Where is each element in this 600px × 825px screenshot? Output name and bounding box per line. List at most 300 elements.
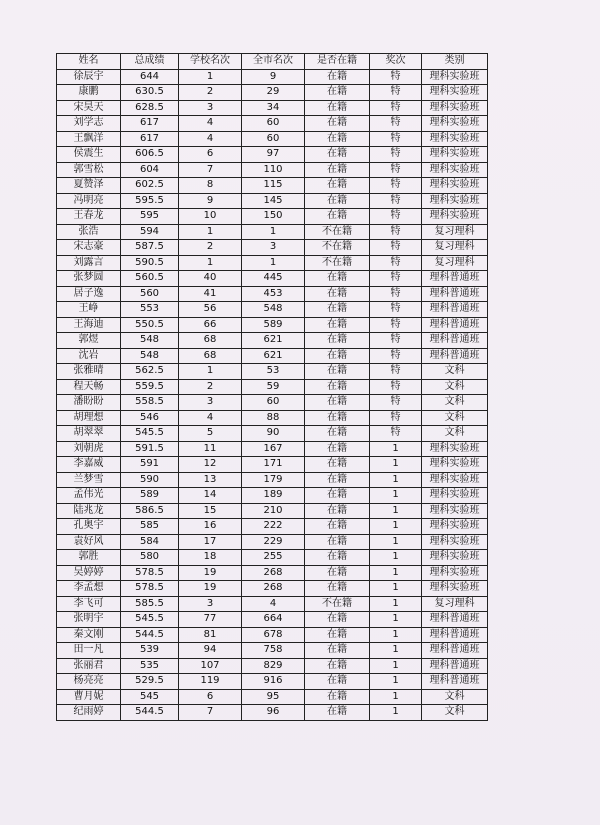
cell-category: 理科普通班 [422, 333, 488, 349]
cell-city-rank: 115 [242, 178, 305, 194]
cell-name: 张梦圆 [57, 271, 121, 287]
cell-total-score: 544.5 [121, 705, 179, 721]
table-row [57, 426, 488, 442]
cell-city-rank: 110 [242, 162, 305, 178]
cell-enrolled: 在籍 [305, 410, 370, 426]
table-row [57, 209, 488, 225]
table-row [57, 317, 488, 333]
cell-category: 理科普通班 [422, 271, 488, 287]
cell-city-rank: 1 [242, 224, 305, 240]
cell-category: 理科实验班 [422, 441, 488, 457]
cell-school-rank: 3 [179, 100, 242, 116]
cell-enrolled: 在籍 [305, 550, 370, 566]
cell-enrolled: 在籍 [305, 441, 370, 457]
cell-name: 徐辰宇 [57, 69, 121, 85]
table-row [57, 116, 488, 132]
cell-total-score: 545.5 [121, 426, 179, 442]
table-row [57, 503, 488, 519]
cell-total-score: 590.5 [121, 255, 179, 271]
cell-award: 1 [370, 441, 422, 457]
cell-total-score: 544.5 [121, 627, 179, 643]
cell-school-rank: 6 [179, 147, 242, 163]
cell-award: 特 [370, 317, 422, 333]
cell-name: 潘盼盼 [57, 395, 121, 411]
cell-city-rank: 210 [242, 503, 305, 519]
cell-name: 吴婷婷 [57, 565, 121, 581]
cell-category: 理科实验班 [422, 100, 488, 116]
cell-category: 理科实验班 [422, 193, 488, 209]
cell-category: 理科实验班 [422, 162, 488, 178]
cell-name: 康鹏 [57, 85, 121, 101]
cell-school-rank: 16 [179, 519, 242, 535]
cell-total-score: 628.5 [121, 100, 179, 116]
cell-category: 理科普通班 [422, 302, 488, 318]
cell-name: 李孟想 [57, 581, 121, 597]
cell-total-score: 580 [121, 550, 179, 566]
cell-name: 李飞可 [57, 596, 121, 612]
cell-category: 复习理科 [422, 240, 488, 256]
table-row [57, 286, 488, 302]
table-row [57, 550, 488, 566]
table-body [57, 69, 488, 720]
cell-name: 张浩 [57, 224, 121, 240]
cell-total-score: 630.5 [121, 85, 179, 101]
cell-category: 理科普通班 [422, 348, 488, 364]
cell-category: 理科实验班 [422, 519, 488, 535]
cell-school-rank: 68 [179, 333, 242, 349]
table-row [57, 689, 488, 705]
cell-enrolled: 在籍 [305, 534, 370, 550]
cell-city-rank: 678 [242, 627, 305, 643]
table-row [57, 224, 488, 240]
cell-total-score: 550.5 [121, 317, 179, 333]
cell-enrolled: 在籍 [305, 162, 370, 178]
cell-category: 文科 [422, 705, 488, 721]
cell-category: 理科实验班 [422, 131, 488, 147]
cell-award: 1 [370, 472, 422, 488]
cell-school-rank: 18 [179, 550, 242, 566]
cell-category: 理科实验班 [422, 534, 488, 550]
cell-award: 1 [370, 705, 422, 721]
cell-name: 田一凡 [57, 643, 121, 659]
cell-category: 文科 [422, 395, 488, 411]
cell-category: 理科实验班 [422, 457, 488, 473]
table-row [57, 674, 488, 690]
cell-total-score: 558.5 [121, 395, 179, 411]
cell-category: 文科 [422, 410, 488, 426]
cell-school-rank: 7 [179, 705, 242, 721]
cell-award: 特 [370, 193, 422, 209]
cell-name: 刘朝虎 [57, 441, 121, 457]
cell-city-rank: 59 [242, 379, 305, 395]
cell-city-rank: 621 [242, 348, 305, 364]
cell-school-rank: 1 [179, 224, 242, 240]
table-row [57, 565, 488, 581]
cell-enrolled: 在籍 [305, 658, 370, 674]
cell-city-rank: 189 [242, 488, 305, 504]
cell-school-rank: 2 [179, 379, 242, 395]
cell-award: 特 [370, 410, 422, 426]
cell-school-rank: 2 [179, 240, 242, 256]
cell-city-rank: 916 [242, 674, 305, 690]
cell-city-rank: 3 [242, 240, 305, 256]
cell-category: 理科实验班 [422, 503, 488, 519]
cell-name: 王春龙 [57, 209, 121, 225]
cell-enrolled: 不在籍 [305, 240, 370, 256]
table-row [57, 488, 488, 504]
cell-category: 理科实验班 [422, 147, 488, 163]
cell-total-score: 585.5 [121, 596, 179, 612]
grades-table [56, 53, 488, 721]
cell-total-score: 584 [121, 534, 179, 550]
table-row [57, 705, 488, 721]
cell-name: 冯明亮 [57, 193, 121, 209]
cell-name: 曹月妮 [57, 689, 121, 705]
table-row [57, 581, 488, 597]
cell-school-rank: 77 [179, 612, 242, 628]
table-row [57, 255, 488, 271]
cell-school-rank: 1 [179, 364, 242, 380]
table-row [57, 240, 488, 256]
cell-category: 理科实验班 [422, 565, 488, 581]
cell-category: 文科 [422, 689, 488, 705]
table-row [57, 612, 488, 628]
cell-category: 文科 [422, 426, 488, 442]
cell-enrolled: 在籍 [305, 457, 370, 473]
cell-school-rank: 3 [179, 395, 242, 411]
cell-total-score: 553 [121, 302, 179, 318]
cell-name: 孔奥宇 [57, 519, 121, 535]
cell-name: 郭雪松 [57, 162, 121, 178]
cell-total-score: 562.5 [121, 364, 179, 380]
cell-category: 理科普通班 [422, 627, 488, 643]
cell-total-score: 587.5 [121, 240, 179, 256]
cell-award: 1 [370, 674, 422, 690]
cell-school-rank: 2 [179, 85, 242, 101]
table-row [57, 302, 488, 318]
cell-name: 张雅晴 [57, 364, 121, 380]
cell-award: 特 [370, 333, 422, 349]
cell-school-rank: 1 [179, 255, 242, 271]
cell-name: 王海迪 [57, 317, 121, 333]
cell-award: 特 [370, 162, 422, 178]
cell-name: 宋志豪 [57, 240, 121, 256]
cell-award: 特 [370, 116, 422, 132]
cell-school-rank: 107 [179, 658, 242, 674]
cell-name: 王峥 [57, 302, 121, 318]
cell-enrolled: 在籍 [305, 627, 370, 643]
cell-award: 特 [370, 395, 422, 411]
cell-award: 特 [370, 271, 422, 287]
cell-enrolled: 在籍 [305, 519, 370, 535]
cell-award: 1 [370, 457, 422, 473]
table-row [57, 379, 488, 395]
cell-total-score: 548 [121, 348, 179, 364]
cell-name: 袁好风 [57, 534, 121, 550]
cell-total-score: 546 [121, 410, 179, 426]
table-row [57, 348, 488, 364]
table-row [57, 643, 488, 659]
cell-category: 理科普通班 [422, 674, 488, 690]
cell-enrolled: 在籍 [305, 348, 370, 364]
cell-enrolled: 在籍 [305, 674, 370, 690]
table-row [57, 519, 488, 535]
cell-city-rank: 171 [242, 457, 305, 473]
cell-city-rank: 1 [242, 255, 305, 271]
cell-enrolled: 在籍 [305, 85, 370, 101]
cell-enrolled: 在籍 [305, 147, 370, 163]
cell-name: 孟伟光 [57, 488, 121, 504]
cell-city-rank: 445 [242, 271, 305, 287]
cell-name: 王飘洋 [57, 131, 121, 147]
cell-name: 张明宇 [57, 612, 121, 628]
cell-school-rank: 13 [179, 472, 242, 488]
cell-enrolled: 在籍 [305, 286, 370, 302]
table-row [57, 131, 488, 147]
cell-city-rank: 95 [242, 689, 305, 705]
cell-city-rank: 90 [242, 426, 305, 442]
header-category: 类别 [422, 54, 488, 70]
cell-award: 特 [370, 69, 422, 85]
cell-name: 程天畅 [57, 379, 121, 395]
cell-city-rank: 60 [242, 116, 305, 132]
cell-school-rank: 40 [179, 271, 242, 287]
cell-enrolled: 在籍 [305, 100, 370, 116]
cell-award: 1 [370, 643, 422, 659]
cell-city-rank: 758 [242, 643, 305, 659]
cell-total-score: 586.5 [121, 503, 179, 519]
header-enrolled: 是否在籍 [305, 54, 370, 70]
cell-total-score: 578.5 [121, 581, 179, 597]
table-row [57, 69, 488, 85]
cell-enrolled: 在籍 [305, 472, 370, 488]
cell-city-rank: 255 [242, 550, 305, 566]
cell-school-rank: 1 [179, 69, 242, 85]
cell-total-score: 529.5 [121, 674, 179, 690]
cell-name: 兰梦雪 [57, 472, 121, 488]
header-award: 奖次 [370, 54, 422, 70]
cell-award: 特 [370, 286, 422, 302]
cell-award: 1 [370, 550, 422, 566]
cell-award: 1 [370, 689, 422, 705]
cell-city-rank: 179 [242, 472, 305, 488]
header-name: 姓名 [57, 54, 121, 70]
cell-school-rank: 8 [179, 178, 242, 194]
cell-enrolled: 在籍 [305, 131, 370, 147]
cell-city-rank: 4 [242, 596, 305, 612]
cell-enrolled: 在籍 [305, 689, 370, 705]
cell-category: 理科实验班 [422, 116, 488, 132]
cell-award: 特 [370, 302, 422, 318]
cell-enrolled: 在籍 [305, 379, 370, 395]
header-city-rank: 全市名次 [242, 54, 305, 70]
cell-total-score: 535 [121, 658, 179, 674]
cell-total-score: 578.5 [121, 565, 179, 581]
cell-school-rank: 19 [179, 565, 242, 581]
cell-school-rank: 7 [179, 162, 242, 178]
cell-award: 特 [370, 348, 422, 364]
cell-award: 1 [370, 534, 422, 550]
cell-enrolled: 在籍 [305, 116, 370, 132]
cell-enrolled: 在籍 [305, 333, 370, 349]
cell-name: 陆兆龙 [57, 503, 121, 519]
cell-name: 沈岩 [57, 348, 121, 364]
cell-award: 特 [370, 131, 422, 147]
cell-enrolled: 在籍 [305, 271, 370, 287]
cell-award: 特 [370, 147, 422, 163]
cell-school-rank: 6 [179, 689, 242, 705]
cell-enrolled: 不在籍 [305, 596, 370, 612]
cell-total-score: 617 [121, 116, 179, 132]
cell-total-score: 539 [121, 643, 179, 659]
table-header-row [57, 54, 488, 70]
cell-name: 宋昊天 [57, 100, 121, 116]
cell-school-rank: 11 [179, 441, 242, 457]
cell-school-rank: 94 [179, 643, 242, 659]
cell-school-rank: 17 [179, 534, 242, 550]
table-row [57, 333, 488, 349]
cell-enrolled: 在籍 [305, 426, 370, 442]
cell-city-rank: 268 [242, 581, 305, 597]
cell-name: 侯震生 [57, 147, 121, 163]
table-row [57, 147, 488, 163]
cell-city-rank: 88 [242, 410, 305, 426]
cell-school-rank: 10 [179, 209, 242, 225]
cell-enrolled: 在籍 [305, 193, 370, 209]
cell-enrolled: 在籍 [305, 488, 370, 504]
cell-total-score: 602.5 [121, 178, 179, 194]
cell-total-score: 591.5 [121, 441, 179, 457]
cell-city-rank: 548 [242, 302, 305, 318]
cell-enrolled: 在籍 [305, 302, 370, 318]
cell-city-rank: 222 [242, 519, 305, 535]
cell-category: 理科实验班 [422, 488, 488, 504]
header-school-rank: 学校名次 [179, 54, 242, 70]
cell-category: 复习理科 [422, 596, 488, 612]
cell-school-rank: 4 [179, 131, 242, 147]
cell-award: 1 [370, 503, 422, 519]
cell-city-rank: 96 [242, 705, 305, 721]
table-row [57, 441, 488, 457]
cell-category: 理科普通班 [422, 317, 488, 333]
cell-category: 文科 [422, 379, 488, 395]
cell-school-rank: 15 [179, 503, 242, 519]
cell-school-rank: 119 [179, 674, 242, 690]
cell-city-rank: 453 [242, 286, 305, 302]
table-row [57, 534, 488, 550]
cell-category: 理科实验班 [422, 178, 488, 194]
table-row [57, 85, 488, 101]
cell-school-rank: 12 [179, 457, 242, 473]
cell-enrolled: 在籍 [305, 503, 370, 519]
cell-award: 特 [370, 209, 422, 225]
table-row [57, 457, 488, 473]
table-row [57, 658, 488, 674]
cell-school-rank: 9 [179, 193, 242, 209]
cell-total-score: 595.5 [121, 193, 179, 209]
table-row [57, 178, 488, 194]
cell-total-score: 545 [121, 689, 179, 705]
cell-category: 理科实验班 [422, 85, 488, 101]
cell-city-rank: 29 [242, 85, 305, 101]
cell-city-rank: 829 [242, 658, 305, 674]
cell-category: 理科实验班 [422, 472, 488, 488]
cell-total-score: 559.5 [121, 379, 179, 395]
cell-name: 居子逸 [57, 286, 121, 302]
cell-school-rank: 14 [179, 488, 242, 504]
cell-total-score: 560.5 [121, 271, 179, 287]
cell-enrolled: 在籍 [305, 317, 370, 333]
cell-city-rank: 9 [242, 69, 305, 85]
cell-enrolled: 在籍 [305, 705, 370, 721]
cell-category: 理科普通班 [422, 643, 488, 659]
table-row [57, 193, 488, 209]
cell-award: 1 [370, 627, 422, 643]
table-row [57, 364, 488, 380]
cell-school-rank: 3 [179, 596, 242, 612]
cell-city-rank: 589 [242, 317, 305, 333]
cell-city-rank: 150 [242, 209, 305, 225]
cell-category: 理科实验班 [422, 209, 488, 225]
cell-name: 郭胜 [57, 550, 121, 566]
cell-school-rank: 4 [179, 410, 242, 426]
cell-school-rank: 66 [179, 317, 242, 333]
cell-city-rank: 53 [242, 364, 305, 380]
cell-total-score: 604 [121, 162, 179, 178]
cell-name: 杨亮亮 [57, 674, 121, 690]
cell-award: 特 [370, 240, 422, 256]
cell-name: 胡翠翠 [57, 426, 121, 442]
cell-city-rank: 145 [242, 193, 305, 209]
cell-school-rank: 81 [179, 627, 242, 643]
table-row [57, 410, 488, 426]
cell-city-rank: 664 [242, 612, 305, 628]
cell-school-rank: 19 [179, 581, 242, 597]
cell-enrolled: 在籍 [305, 364, 370, 380]
cell-city-rank: 268 [242, 565, 305, 581]
cell-category: 理科普通班 [422, 612, 488, 628]
cell-school-rank: 68 [179, 348, 242, 364]
cell-city-rank: 621 [242, 333, 305, 349]
cell-total-score: 644 [121, 69, 179, 85]
cell-award: 特 [370, 426, 422, 442]
cell-category: 复习理科 [422, 255, 488, 271]
cell-city-rank: 60 [242, 131, 305, 147]
cell-total-score: 560 [121, 286, 179, 302]
cell-award: 特 [370, 364, 422, 380]
cell-school-rank: 4 [179, 116, 242, 132]
cell-enrolled: 在籍 [305, 395, 370, 411]
cell-city-rank: 97 [242, 147, 305, 163]
cell-award: 1 [370, 519, 422, 535]
cell-city-rank: 34 [242, 100, 305, 116]
cell-category: 理科实验班 [422, 550, 488, 566]
cell-school-rank: 56 [179, 302, 242, 318]
cell-name: 刘露言 [57, 255, 121, 271]
cell-total-score: 585 [121, 519, 179, 535]
cell-name: 李嘉威 [57, 457, 121, 473]
cell-award: 特 [370, 379, 422, 395]
cell-award: 1 [370, 488, 422, 504]
cell-name: 郭煜 [57, 333, 121, 349]
cell-award: 特 [370, 255, 422, 271]
cell-category: 理科实验班 [422, 69, 488, 85]
cell-total-score: 617 [121, 131, 179, 147]
cell-award: 特 [370, 224, 422, 240]
cell-award: 1 [370, 565, 422, 581]
cell-name: 纪雨婷 [57, 705, 121, 721]
cell-name: 张丽君 [57, 658, 121, 674]
